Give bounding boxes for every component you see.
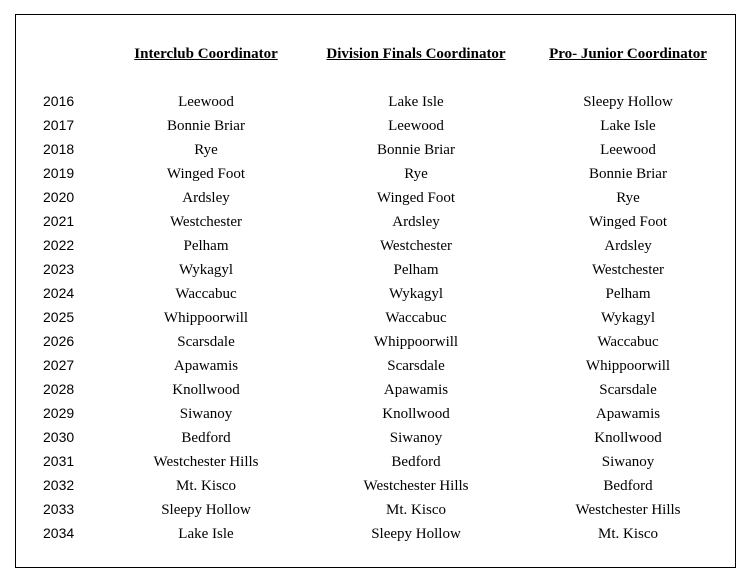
table-row bbox=[0, 285, 752, 309]
division-finals-cell: Waccabuc bbox=[385, 310, 447, 326]
division-finals-cell: Siwanoy bbox=[389, 430, 443, 446]
table-row bbox=[0, 525, 752, 549]
header-pro-junior-coordinator: Pro- Junior Coordinator bbox=[549, 46, 707, 62]
table-row bbox=[0, 237, 752, 261]
division-finals-cell: Mt. Kisco bbox=[386, 502, 446, 518]
table-row bbox=[0, 429, 752, 453]
interclub-cell: Scarsdale bbox=[177, 334, 235, 350]
pro-junior-cell: Leewood bbox=[600, 142, 656, 158]
interclub-cell: Ardsley bbox=[182, 190, 230, 206]
division-finals-cell: Winged Foot bbox=[376, 190, 456, 206]
year-cell: 2032 bbox=[43, 477, 75, 493]
pro-junior-cell: Mt. Kisco bbox=[598, 526, 658, 542]
year-cell: 2020 bbox=[43, 189, 75, 205]
pro-junior-cell: Bonnie Briar bbox=[589, 166, 667, 182]
year-cell: 2034 bbox=[43, 525, 75, 541]
division-finals-cell: Sleepy Hollow bbox=[371, 526, 461, 542]
year-cell: 2019 bbox=[43, 165, 75, 181]
division-finals-cell: Wykagyl bbox=[388, 286, 444, 302]
division-finals-cell: Bonnie Briar bbox=[377, 142, 455, 158]
table-row bbox=[0, 117, 752, 141]
year-cell: 2023 bbox=[43, 261, 75, 277]
pro-junior-cell: Winged Foot bbox=[588, 214, 668, 230]
year-cell: 2031 bbox=[43, 453, 75, 469]
pro-junior-cell: Apawamis bbox=[595, 406, 661, 422]
year-cell: 2022 bbox=[43, 237, 75, 253]
interclub-cell: Mt. Kisco bbox=[176, 478, 236, 494]
year-cell: 2030 bbox=[43, 429, 75, 445]
division-finals-cell: Leewood bbox=[388, 118, 444, 134]
pro-junior-cell: Pelham bbox=[605, 286, 651, 302]
table-row bbox=[0, 165, 752, 189]
table-row bbox=[0, 93, 752, 117]
interclub-cell: Lake Isle bbox=[178, 526, 234, 542]
division-finals-cell: Pelham bbox=[393, 262, 439, 278]
table-row bbox=[0, 189, 752, 213]
table-row bbox=[0, 309, 752, 333]
schedule-rows bbox=[0, 93, 752, 549]
year-cell: 2026 bbox=[43, 333, 75, 349]
interclub-cell: Waccabuc bbox=[175, 286, 237, 302]
division-finals-cell: Ardsley bbox=[392, 214, 440, 230]
year-cell: 2017 bbox=[43, 117, 75, 133]
interclub-cell: Wykagyl bbox=[178, 262, 234, 278]
table-row bbox=[0, 333, 752, 357]
interclub-cell: Siwanoy bbox=[179, 406, 233, 422]
interclub-cell: Bedford bbox=[181, 430, 231, 446]
header-division-finals-coordinator: Division Finals Coordinator bbox=[326, 46, 506, 62]
division-finals-cell: Westchester Hills bbox=[363, 478, 469, 494]
header-interclub-coordinator: Interclub Coordinator bbox=[134, 46, 278, 62]
division-finals-cell: Knollwood bbox=[382, 406, 450, 422]
pro-junior-cell: Lake Isle bbox=[600, 118, 656, 134]
division-finals-cell: Whippoorwill bbox=[373, 334, 459, 350]
pro-junior-cell: Ardsley bbox=[604, 238, 652, 254]
table-row bbox=[0, 261, 752, 285]
pro-junior-cell: Knollwood bbox=[594, 430, 662, 446]
year-cell: 2021 bbox=[43, 213, 75, 229]
pro-junior-cell: Westchester Hills bbox=[575, 502, 681, 518]
table-row bbox=[0, 501, 752, 525]
interclub-cell: Westchester Hills bbox=[153, 454, 259, 470]
division-finals-cell: Rye bbox=[404, 166, 428, 182]
division-finals-cell: Westchester bbox=[379, 238, 453, 254]
year-cell: 2025 bbox=[43, 309, 75, 325]
interclub-cell: Pelham bbox=[183, 238, 229, 254]
interclub-cell: Westchester bbox=[169, 214, 243, 230]
pro-junior-cell: Sleepy Hollow bbox=[583, 94, 673, 110]
table-row bbox=[0, 405, 752, 429]
pro-junior-cell: Westchester bbox=[591, 262, 665, 278]
table-row bbox=[0, 357, 752, 381]
interclub-cell: Sleepy Hollow bbox=[161, 502, 251, 518]
pro-junior-cell: Whippoorwill bbox=[585, 358, 671, 374]
year-cell: 2018 bbox=[43, 141, 75, 157]
interclub-cell: Leewood bbox=[178, 94, 234, 110]
table-row bbox=[0, 477, 752, 501]
division-finals-cell: Apawamis bbox=[383, 382, 449, 398]
year-cell: 2028 bbox=[43, 381, 75, 397]
year-cell: 2016 bbox=[43, 93, 75, 109]
interclub-cell: Whippoorwill bbox=[163, 310, 249, 326]
interclub-cell: Rye bbox=[194, 142, 218, 158]
pro-junior-cell: Rye bbox=[616, 190, 640, 206]
interclub-cell: Bonnie Briar bbox=[167, 118, 245, 134]
table-row bbox=[0, 453, 752, 477]
pro-junior-cell: Waccabuc bbox=[597, 334, 659, 350]
year-cell: 2027 bbox=[43, 357, 75, 373]
year-cell: 2024 bbox=[43, 285, 75, 301]
pro-junior-cell: Wykagyl bbox=[600, 310, 656, 326]
pro-junior-cell: Siwanoy bbox=[601, 454, 655, 470]
year-cell: 2029 bbox=[43, 405, 75, 421]
year-cell: 2033 bbox=[43, 501, 75, 517]
interclub-cell: Knollwood bbox=[172, 382, 240, 398]
pro-junior-cell: Scarsdale bbox=[599, 382, 657, 398]
table-row bbox=[0, 141, 752, 165]
division-finals-cell: Scarsdale bbox=[387, 358, 445, 374]
pro-junior-cell: Bedford bbox=[603, 478, 653, 494]
division-finals-cell: Bedford bbox=[391, 454, 441, 470]
interclub-cell: Winged Foot bbox=[166, 166, 246, 182]
table-row bbox=[0, 213, 752, 237]
division-finals-cell: Lake Isle bbox=[388, 94, 444, 110]
interclub-cell: Apawamis bbox=[173, 358, 239, 374]
table-row bbox=[0, 381, 752, 405]
